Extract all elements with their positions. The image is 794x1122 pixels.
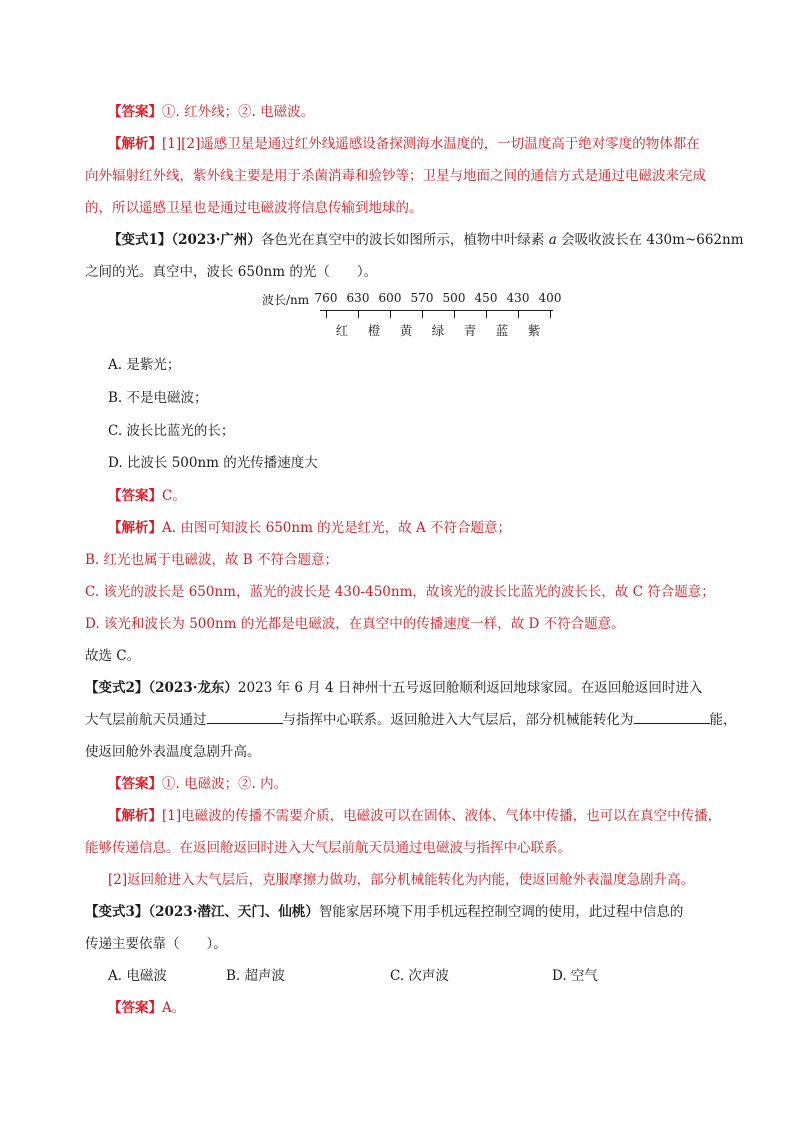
tick-760: 760 (314, 291, 338, 305)
tick-430: 430 (506, 291, 530, 305)
question-text: 与指挥中心联系。返回舱进入大气层后，部分机械能转化为 (282, 712, 634, 728)
explanation-2-line-4: D. 该光和波长为 500nm 的光都是电磁波，在真空中的传播速度一样，故 D 不符合题意。 (85, 616, 625, 632)
color-yellow: 黄 (399, 323, 413, 338)
question-text: 2023 年 6 月 4 日神州十五号返回舱顺利返回地球家园。在返回舱返回时进入 (237, 680, 703, 696)
question-text: 大气层前航天员通过 (85, 712, 207, 728)
explanation-text: [1][2]遥感卫星是通过红外线遥感设备探测海水温度的，一切温度高于绝对零度的物体都在 (162, 136, 700, 152)
answer-head: 【答案】 (108, 488, 162, 504)
answer-text: C。 (162, 488, 186, 504)
answer-text: A。 (162, 1000, 186, 1016)
explanation-1-line-3: 的，所以遥感卫星也是通过电磁波将信息传输到地球的。 (85, 200, 423, 216)
option-c: C. 次声波 (390, 968, 449, 984)
conclusion: 故选 C。 (85, 648, 141, 664)
italic-a: a (548, 232, 557, 248)
color-blue: 蓝 (495, 323, 509, 338)
explanation-head: 【解析】 (108, 808, 162, 824)
explanation-1-line-1 (108, 134, 700, 154)
explanation-3-line-3: [2]返回舱进入大气层后，克服摩擦力做功，部分机械能转化为内能，使返回舱外表温度急剧升高。 (108, 872, 695, 888)
option-d: D. 比波长 500nm 的光传播速度大 (108, 455, 318, 471)
tick-630: 630 (346, 291, 370, 305)
answer-head: 【答案】 (108, 104, 162, 120)
tick-570: 570 (410, 291, 434, 305)
spectrum-axis-label: 波长/nm (262, 293, 310, 307)
answer-line-1 (108, 102, 314, 122)
question-2-line-2 (85, 710, 737, 730)
question-head: 【变式3】（2023·潜江、天门、仙桃） (85, 904, 319, 920)
explanation-3-line-2: 能够传递信息。在返回舱返回时进入大气层前航天员通过电磁波与指挥中心联系。 (85, 840, 571, 856)
option-a: A. 是紫光； (108, 357, 181, 373)
tick-mark (390, 310, 391, 318)
explanation-2-line-1 (108, 518, 511, 538)
color-cyan: 青 (463, 323, 477, 338)
color-violet: 紫 (527, 323, 541, 338)
tick-mark (518, 310, 519, 318)
tick-mark (326, 310, 327, 318)
explanation-text: A. 由图可知波长 650nm 的光是红光，故 A 不符合题意； (162, 520, 512, 536)
explanation-1-line-2: 向外辐射红外线，紫外线主要是用于杀菌消毒和验钞等；卫星与地面之间的通信方式是通过电磁波来完成 (85, 168, 706, 184)
question-text: 智能家居环境下用手机远程控制空调的使用，此过程中信息的 (318, 904, 684, 920)
question-head: 【变式1】（2023·广州） (108, 232, 261, 248)
explanation-3-line-1 (108, 806, 721, 826)
color-orange: 橙 (367, 323, 381, 338)
tick-450: 450 (474, 291, 498, 305)
tick-mark (422, 310, 423, 318)
wavelength-spectrum-figure (262, 291, 562, 343)
question-1-line-1 (108, 230, 744, 250)
explanation-2-line-2: B. 红光也属于电磁波，故 B 不符合题意； (85, 552, 339, 568)
question-text: 能， (709, 712, 737, 728)
question-3-options (108, 966, 598, 986)
answer-line-3 (108, 774, 287, 794)
answer-head: 【答案】 (108, 776, 162, 792)
question-head: 【变式2】（2023·龙东） (85, 680, 238, 696)
question-3-line-2: 传递主要依靠（ ）。 (85, 936, 227, 952)
answer-head: 【答案】 (108, 1000, 162, 1016)
option-c: C. 波长比蓝光的长； (108, 423, 235, 439)
question-1-line-2: 之间的光。真空中，波长 650nm 的光（ ）。 (85, 264, 378, 280)
question-2-line-1 (85, 678, 702, 698)
tick-500: 500 (442, 291, 466, 305)
tick-mark (550, 310, 551, 318)
answer-line-2 (108, 486, 186, 506)
answer-text: ①. 电磁波；②. 内。 (162, 776, 288, 792)
tick-mark (358, 310, 359, 318)
option-b: B. 不是电磁波； (108, 390, 208, 406)
fill-blank-1[interactable] (207, 710, 283, 724)
fill-blank-2[interactable] (634, 710, 710, 724)
tick-mark (486, 310, 487, 318)
option-d: D. 空气 (552, 968, 598, 984)
answer-text: ①. 红外线；②. 电磁波。 (162, 104, 315, 120)
question-3-line-1 (85, 902, 683, 922)
explanation-2-line-3: C. 该光的波长是 650nm，蓝光的波长是 430-450nm，故该光的波长比蓝光的波长长，故 C 符合题意； (85, 584, 715, 600)
explanation-head: 【解析】 (108, 520, 162, 536)
tick-400: 400 (538, 291, 562, 305)
option-b: B. 超声波 (226, 968, 286, 984)
tick-600: 600 (378, 291, 402, 305)
answer-line-4 (108, 998, 185, 1018)
tick-mark (454, 310, 455, 318)
question-text: 各色光在真空中的波长如图所示，植物中叶绿素 (260, 232, 545, 248)
color-green: 绿 (431, 323, 445, 338)
question-text-cont: 会吸收波长在 430m~662nm (561, 232, 744, 248)
color-red: 红 (335, 323, 349, 338)
option-a: A. 电磁波 (108, 968, 167, 984)
question-2-line-3: 使返回舱外表温度急剧升高。 (85, 744, 261, 760)
explanation-head: 【解析】 (108, 136, 162, 152)
explanation-text: [1]电磁波的传播不需要介质，电磁波可以在固体、液体、气体中传播，也可以在真空中传播， (162, 808, 722, 824)
